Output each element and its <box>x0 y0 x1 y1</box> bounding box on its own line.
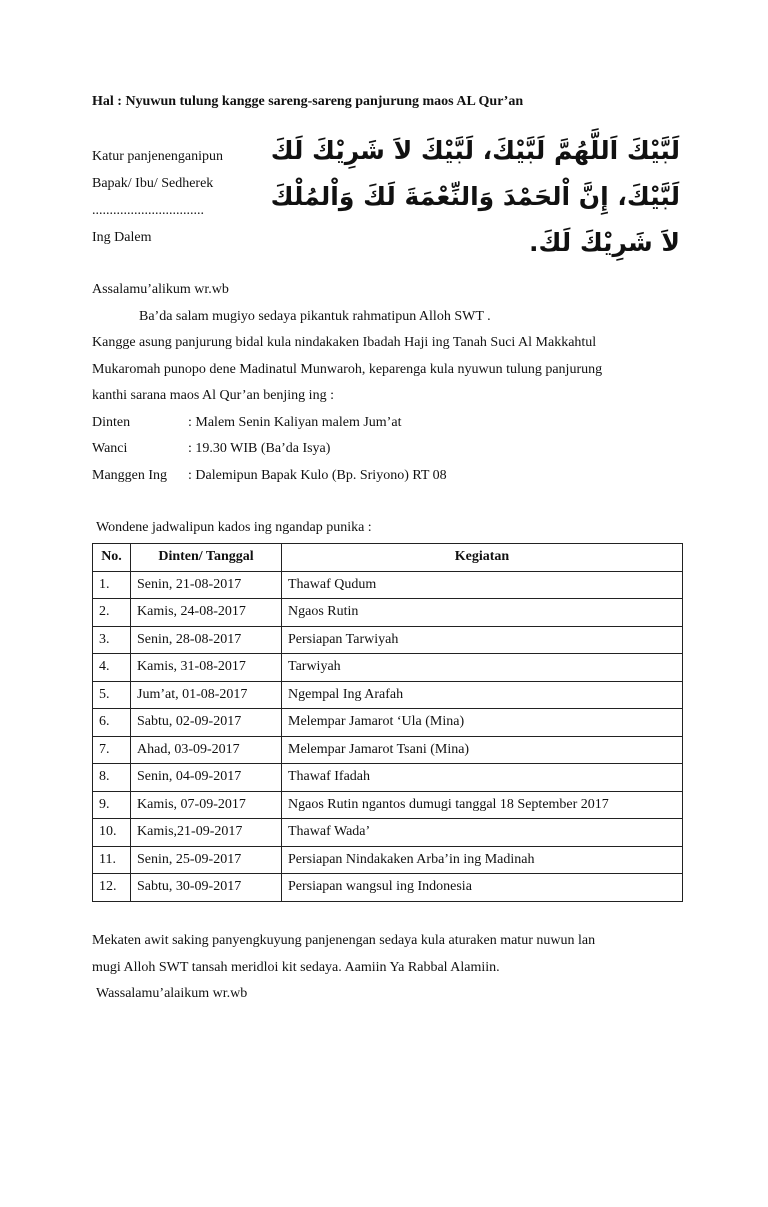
cell-no: 4. <box>93 654 131 682</box>
cell-activity: Tarwiyah <box>282 654 683 682</box>
cell-no: 6. <box>93 709 131 737</box>
detail-value: : Dalemipun Bapak Kulo (Bp. Sriyono) RT 08 <box>188 467 447 483</box>
cell-date: Kamis, 07-09-2017 <box>131 791 282 819</box>
table-header-row <box>93 544 683 572</box>
letter-subject: Hal : Nyuwun tulung kangge sareng-sareng panjurung maos AL Qur’an <box>92 94 524 109</box>
cell-no: 9. <box>93 791 131 819</box>
cell-activity: Thawaf Qudum <box>282 571 683 599</box>
table-row <box>93 626 683 654</box>
arabic-line: لَبَّيْكَ اَللَّهُمَّ لَبَّيْكَ، لَبَّيْكَ لاَ شَرِيْكَ لَكَ <box>270 136 680 165</box>
header-activity: Kegiatan <box>282 544 683 572</box>
farewell: Wassalamu’alaikum wr.wb <box>96 986 248 1001</box>
table-row <box>93 736 683 764</box>
cell-activity: Persiapan Nindakaken Arba’in ing Madinah <box>282 846 683 874</box>
paragraph-2-line: Mukaromah punopo dene Madinatul Munwaroh, keparenga kula nyuwun tulung panjurung <box>92 361 603 377</box>
table-row <box>93 654 683 682</box>
closing-line: mugi Alloh SWT tansah meridloi kit sedaya. Aamiin Ya Rabbal Alamiin. <box>92 959 500 975</box>
detail-row <box>92 436 667 463</box>
cell-activity: Ngaos Rutin <box>282 599 683 627</box>
table-row <box>93 819 683 847</box>
cell-date: Senin, 21-08-2017 <box>131 571 282 599</box>
cell-date: Jum’at, 01-08-2017 <box>131 681 282 709</box>
cell-no: 5. <box>93 681 131 709</box>
table-row <box>93 846 683 874</box>
detail-row <box>92 410 667 437</box>
cell-no: 10. <box>93 819 131 847</box>
cell-activity: Ngaos Rutin ngantos dumugi tanggal 18 September 2017 <box>282 791 683 819</box>
closing-line: Mekaten awit saking panyengkuyung panjenengan sedaya kula aturaken matur nuwun lan <box>92 933 596 948</box>
closing-block <box>92 928 667 1008</box>
recipient-line: Katur panjenenganipun <box>92 149 224 164</box>
cell-date: Kamis,21-09-2017 <box>131 819 282 847</box>
detail-key: Dinten <box>92 414 131 430</box>
recipient-line: Ing Dalem <box>92 230 152 245</box>
talbiyah-arabic <box>270 128 680 266</box>
detail-key: Wanci <box>92 441 128 456</box>
cell-date: Senin, 04-09-2017 <box>131 764 282 792</box>
cell-no: 3. <box>93 626 131 654</box>
recipient-block <box>92 143 223 251</box>
paragraph-2-line: kanthi sarana maos Al Qur’an benjing ing : <box>92 388 334 403</box>
schedule-table <box>92 543 683 902</box>
cell-no: 12. <box>93 874 131 902</box>
cell-no: 7. <box>93 736 131 764</box>
table-row <box>93 764 683 792</box>
cell-no: 2. <box>93 599 131 627</box>
cell-activity: Melempar Jamarot Tsani (Mina) <box>282 736 683 764</box>
cell-activity: Thawaf Ifadah <box>282 764 683 792</box>
cell-activity: Thawaf Wada’ <box>282 819 683 847</box>
cell-no: 8. <box>93 764 131 792</box>
greeting: Assalamu’alikum wr.wb <box>92 282 229 297</box>
cell-activity: Persiapan Tarwiyah <box>282 626 683 654</box>
detail-key: Manggen Ing <box>92 467 168 483</box>
table-row <box>93 874 683 902</box>
detail-value: : Malem Senin Kaliyan malem Jum’at <box>188 414 402 430</box>
recipient-line: ................................ <box>92 203 204 218</box>
table-row <box>93 709 683 737</box>
cell-date: Sabtu, 30-09-2017 <box>131 874 282 902</box>
cell-activity: Persiapan wangsul ing Indonesia <box>282 874 683 902</box>
cell-no: 1. <box>93 571 131 599</box>
header-no: No. <box>93 544 131 572</box>
letter-body <box>92 277 667 489</box>
table-row <box>93 791 683 819</box>
table-row <box>93 571 683 599</box>
schedule-intro: Wondene jadwalipun kados ing ngandap punika : <box>96 520 372 535</box>
cell-date: Kamis, 24-08-2017 <box>131 599 282 627</box>
table-row <box>93 681 683 709</box>
detail-row <box>92 463 667 490</box>
cell-date: Senin, 25-09-2017 <box>131 846 282 874</box>
cell-activity: Ngempal Ing Arafah <box>282 681 683 709</box>
cell-date: Kamis, 31-08-2017 <box>131 654 282 682</box>
cell-date: Ahad, 03-09-2017 <box>131 736 282 764</box>
cell-activity: Melempar Jamarot ‘Ula (Mina) <box>282 709 683 737</box>
arabic-line: لاَ شَرِيْكَ لَكَ. <box>529 228 680 257</box>
cell-no: 11. <box>93 846 131 874</box>
recipient-line: Bapak/ Ibu/ Sedherek <box>92 176 214 191</box>
paragraph-2-line: Kangge asung panjurung bidal kula nindakaken Ibadah Haji ing Tanah Suci Al Makkahtul <box>92 335 597 350</box>
cell-date: Senin, 28-08-2017 <box>131 626 282 654</box>
table-row <box>93 599 683 627</box>
cell-date: Sabtu, 02-09-2017 <box>131 709 282 737</box>
paragraph-1: Ba’da salam mugiyo sedaya pikantuk rahmatipun Alloh SWT . <box>139 308 491 324</box>
arabic-line: لَبَّيْكَ، إِنَّ اْلحَمْدَ وَالنِّعْمَةَ لَكَ وَاْلمُلْكَ <box>270 182 680 211</box>
detail-value: : 19.30 WIB (Ba’da Isya) <box>188 441 331 456</box>
header-date: Dinten/ Tanggal <box>131 544 282 572</box>
